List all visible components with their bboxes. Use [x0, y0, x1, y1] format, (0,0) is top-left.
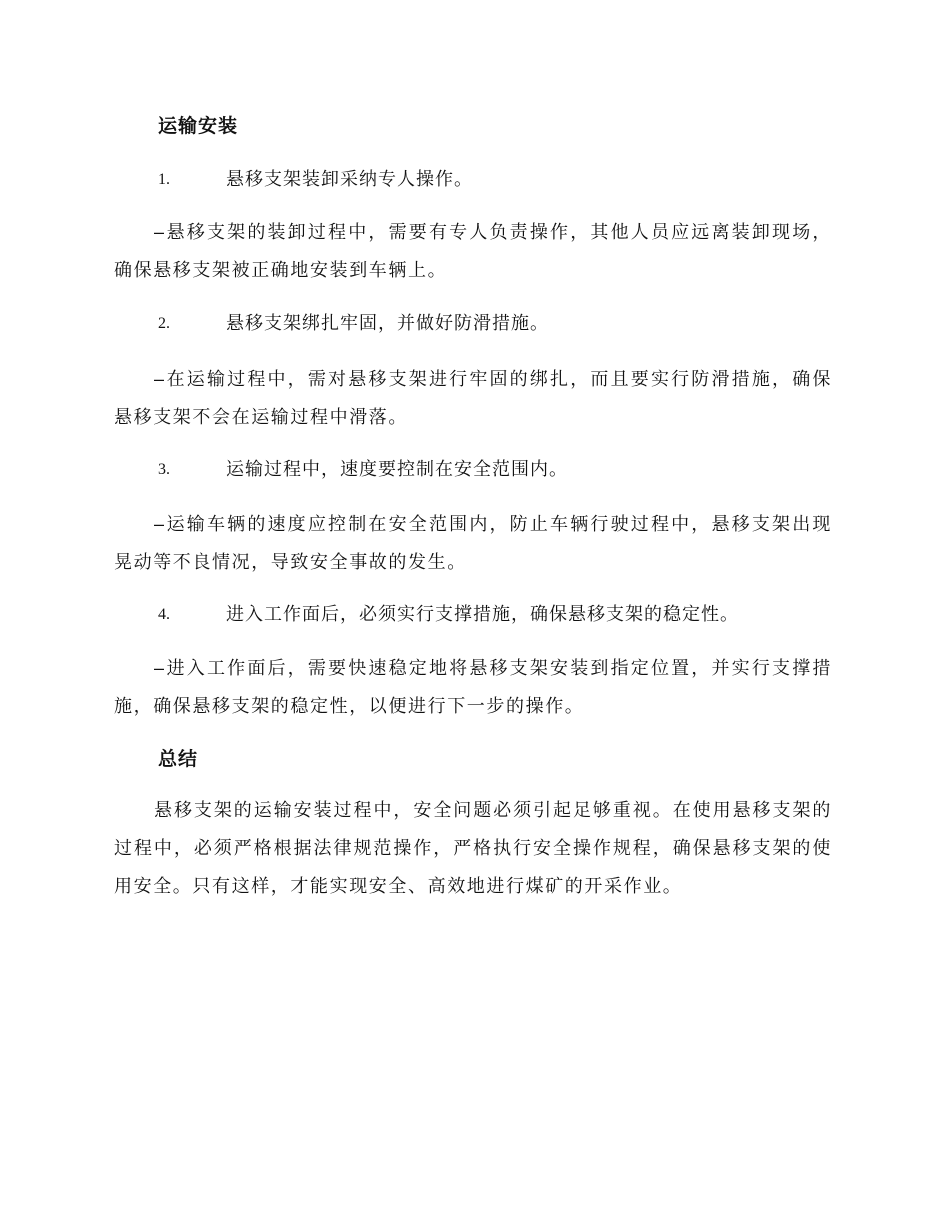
list-item-number: 2.	[158, 315, 170, 332]
list-item-text: 进入工作面后，必须实行支撑措施，确保悬移支架的稳定性。	[226, 604, 739, 625]
dash-marker: –	[154, 658, 165, 678]
detail-text: 运输车辆的速度应控制在安全范围内，防止车辆行驶过程中，悬移支架出现晃动等不良情况，导致安全事故的发生。	[114, 514, 832, 573]
list-item-text: 运输过程中，速度要控制在安全范围内。	[226, 459, 568, 480]
list-item-3	[0, 456, 950, 484]
list-item-text: 悬移支架绑扎牢固，并做好防滑措施。	[226, 313, 549, 334]
list-item-number: 4.	[158, 606, 170, 623]
detail-text: 在运输过程中，需对悬移支架进行牢固的绑扎，而且要实行防滑措施，确保悬移支架不会在运输过程中滑落。	[114, 369, 832, 428]
detail-text: 悬移支架的装卸过程中，需要有专人负责操作，其他人员应远离装卸现场，确保悬移支架被正确地安装到车辆上。	[114, 222, 832, 281]
detail-text: 进入工作面后，需要快速稳定地将悬移支架安装到指定位置，并实行支撑措施，确保悬移支架的稳定性，以便进行下一步的操作。	[114, 658, 832, 717]
section-heading-summary: 总结	[158, 748, 199, 770]
list-item-4	[0, 601, 950, 629]
dash-marker: –	[154, 514, 165, 534]
list-item-number: 1.	[158, 171, 170, 188]
dash-marker: –	[154, 369, 165, 389]
list-item-2	[0, 310, 950, 338]
list-item-2-detail	[114, 360, 832, 437]
list-item-3-detail	[114, 505, 832, 582]
list-item-text: 悬移支架装卸采纳专人操作。	[226, 169, 473, 190]
list-item-number: 3.	[158, 461, 170, 478]
list-item-4-detail	[114, 649, 832, 726]
section-heading-transport: 运输安装	[158, 115, 239, 137]
list-item-1	[0, 166, 950, 194]
dash-marker: –	[154, 222, 165, 242]
list-item-1-detail	[114, 213, 832, 290]
summary-paragraph: 悬移支架的运输安装过程中，安全问题必须引起足够重视。在使用悬移支架的过程中，必须严格根据法律规范操作，严格执行安全操作规程，确保悬移支架的使用安全。只有这样，才能实现安全、高效地进行煤矿的开采作业。	[114, 800, 832, 897]
